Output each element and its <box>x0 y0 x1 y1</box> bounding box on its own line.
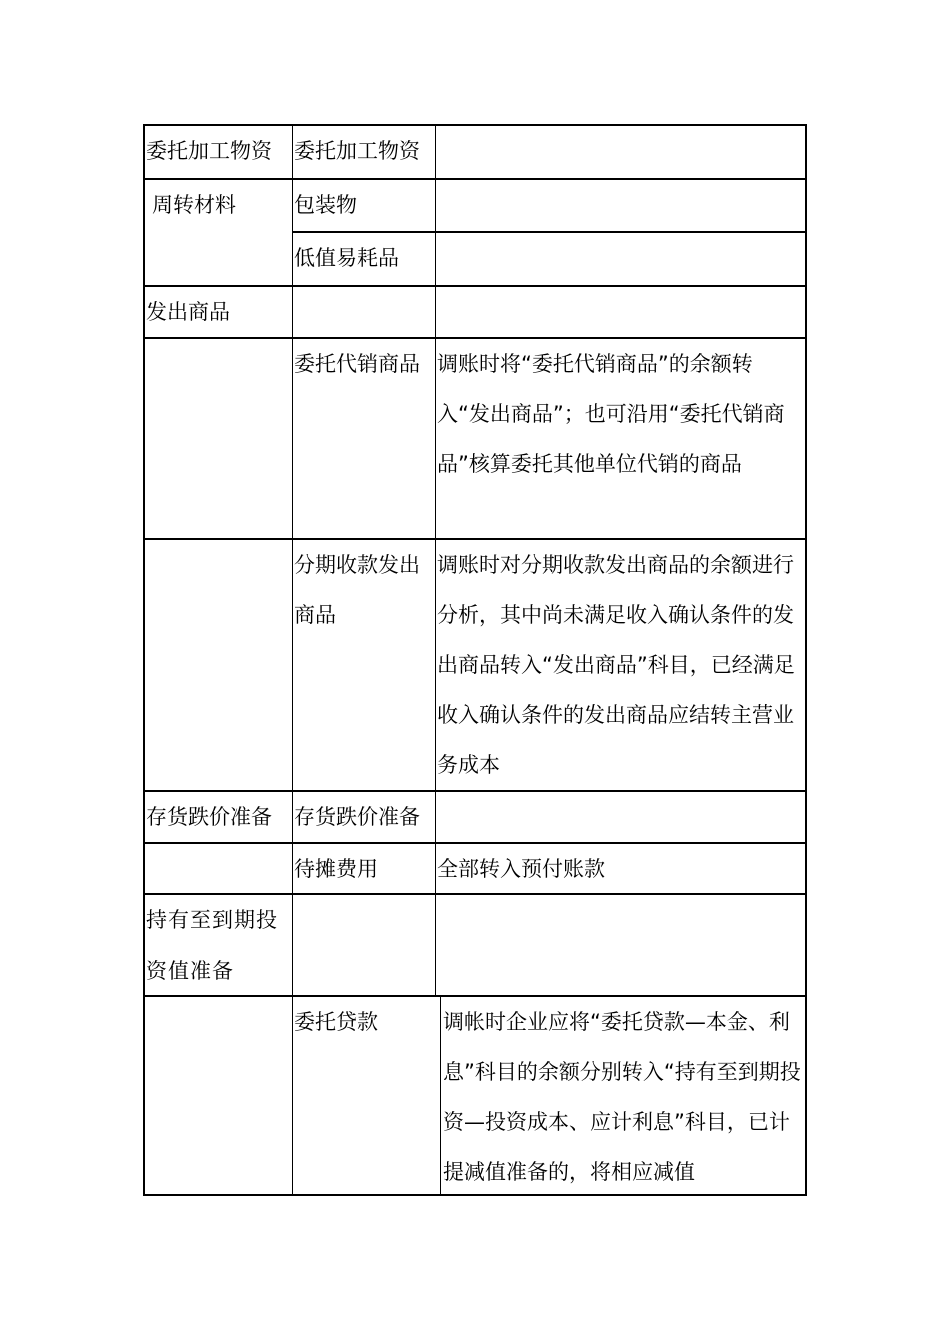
table-cell <box>435 792 805 842</box>
table-cell <box>435 895 805 995</box>
table-cell <box>292 895 435 995</box>
table-cell <box>435 126 805 178</box>
table-cell <box>435 180 805 231</box>
table-cell: 分期收款发出商品 <box>292 540 435 790</box>
table-cell: 全部转入预付账款 <box>435 844 805 893</box>
table-cell: 待摊费用 <box>292 844 435 893</box>
table-row <box>292 180 805 231</box>
table-cell: 委托贷款 <box>292 997 440 1194</box>
table-row <box>145 337 805 538</box>
table-cell: 存货跌价准备 <box>292 792 435 842</box>
table-cell <box>145 540 292 790</box>
table-row <box>292 231 805 285</box>
table-row <box>145 538 805 790</box>
table-row <box>145 893 805 995</box>
table-cell <box>435 233 805 285</box>
table-cell: 周转材料 <box>152 193 236 217</box>
table-row <box>145 285 805 337</box>
table-row <box>145 995 805 1194</box>
table-cell <box>145 997 292 1194</box>
table-cell <box>145 844 292 893</box>
table-cell <box>292 287 435 337</box>
table-row <box>145 842 805 893</box>
table-cell: 调帐时企业应将“委托贷款—本金、利息”科目的余额分别转入“持有至到期投资—投资成本、应计利息”科目，已计提减值准备的，将相应减值 <box>440 997 805 1194</box>
table-cell: 委托加工物资 <box>146 139 272 163</box>
table-cell: 调账时对分期收款发出商品的余额进行分析，其中尚未满足收入确认条件的发出商品转入“发出商品”科目，已经满足收入确认条件的发出商品应结转主营业务成本 <box>435 540 805 790</box>
table-cell: 调账时将“委托代销商品”的余额转入“发出商品”；也可沿用“委托代销商品”核算委托其他单位代销的商品 <box>435 339 805 538</box>
table-cell: 委托加工物资 <box>292 126 435 178</box>
table-cell <box>145 339 292 538</box>
table-cell <box>435 287 805 337</box>
account-mapping-table <box>143 124 807 1196</box>
table-row-group <box>145 178 805 285</box>
table-cell: 低值易耗品 <box>292 233 435 285</box>
table-cell: 存货跌价准备 <box>146 805 272 829</box>
table-cell: 委托代销商品 <box>292 339 435 538</box>
table-cell: 持有至到期投资值准备 <box>146 908 278 983</box>
table-row <box>145 126 805 178</box>
table-row <box>145 790 805 842</box>
table-cell: 包装物 <box>292 180 435 231</box>
table-cell: 发出商品 <box>146 300 230 324</box>
